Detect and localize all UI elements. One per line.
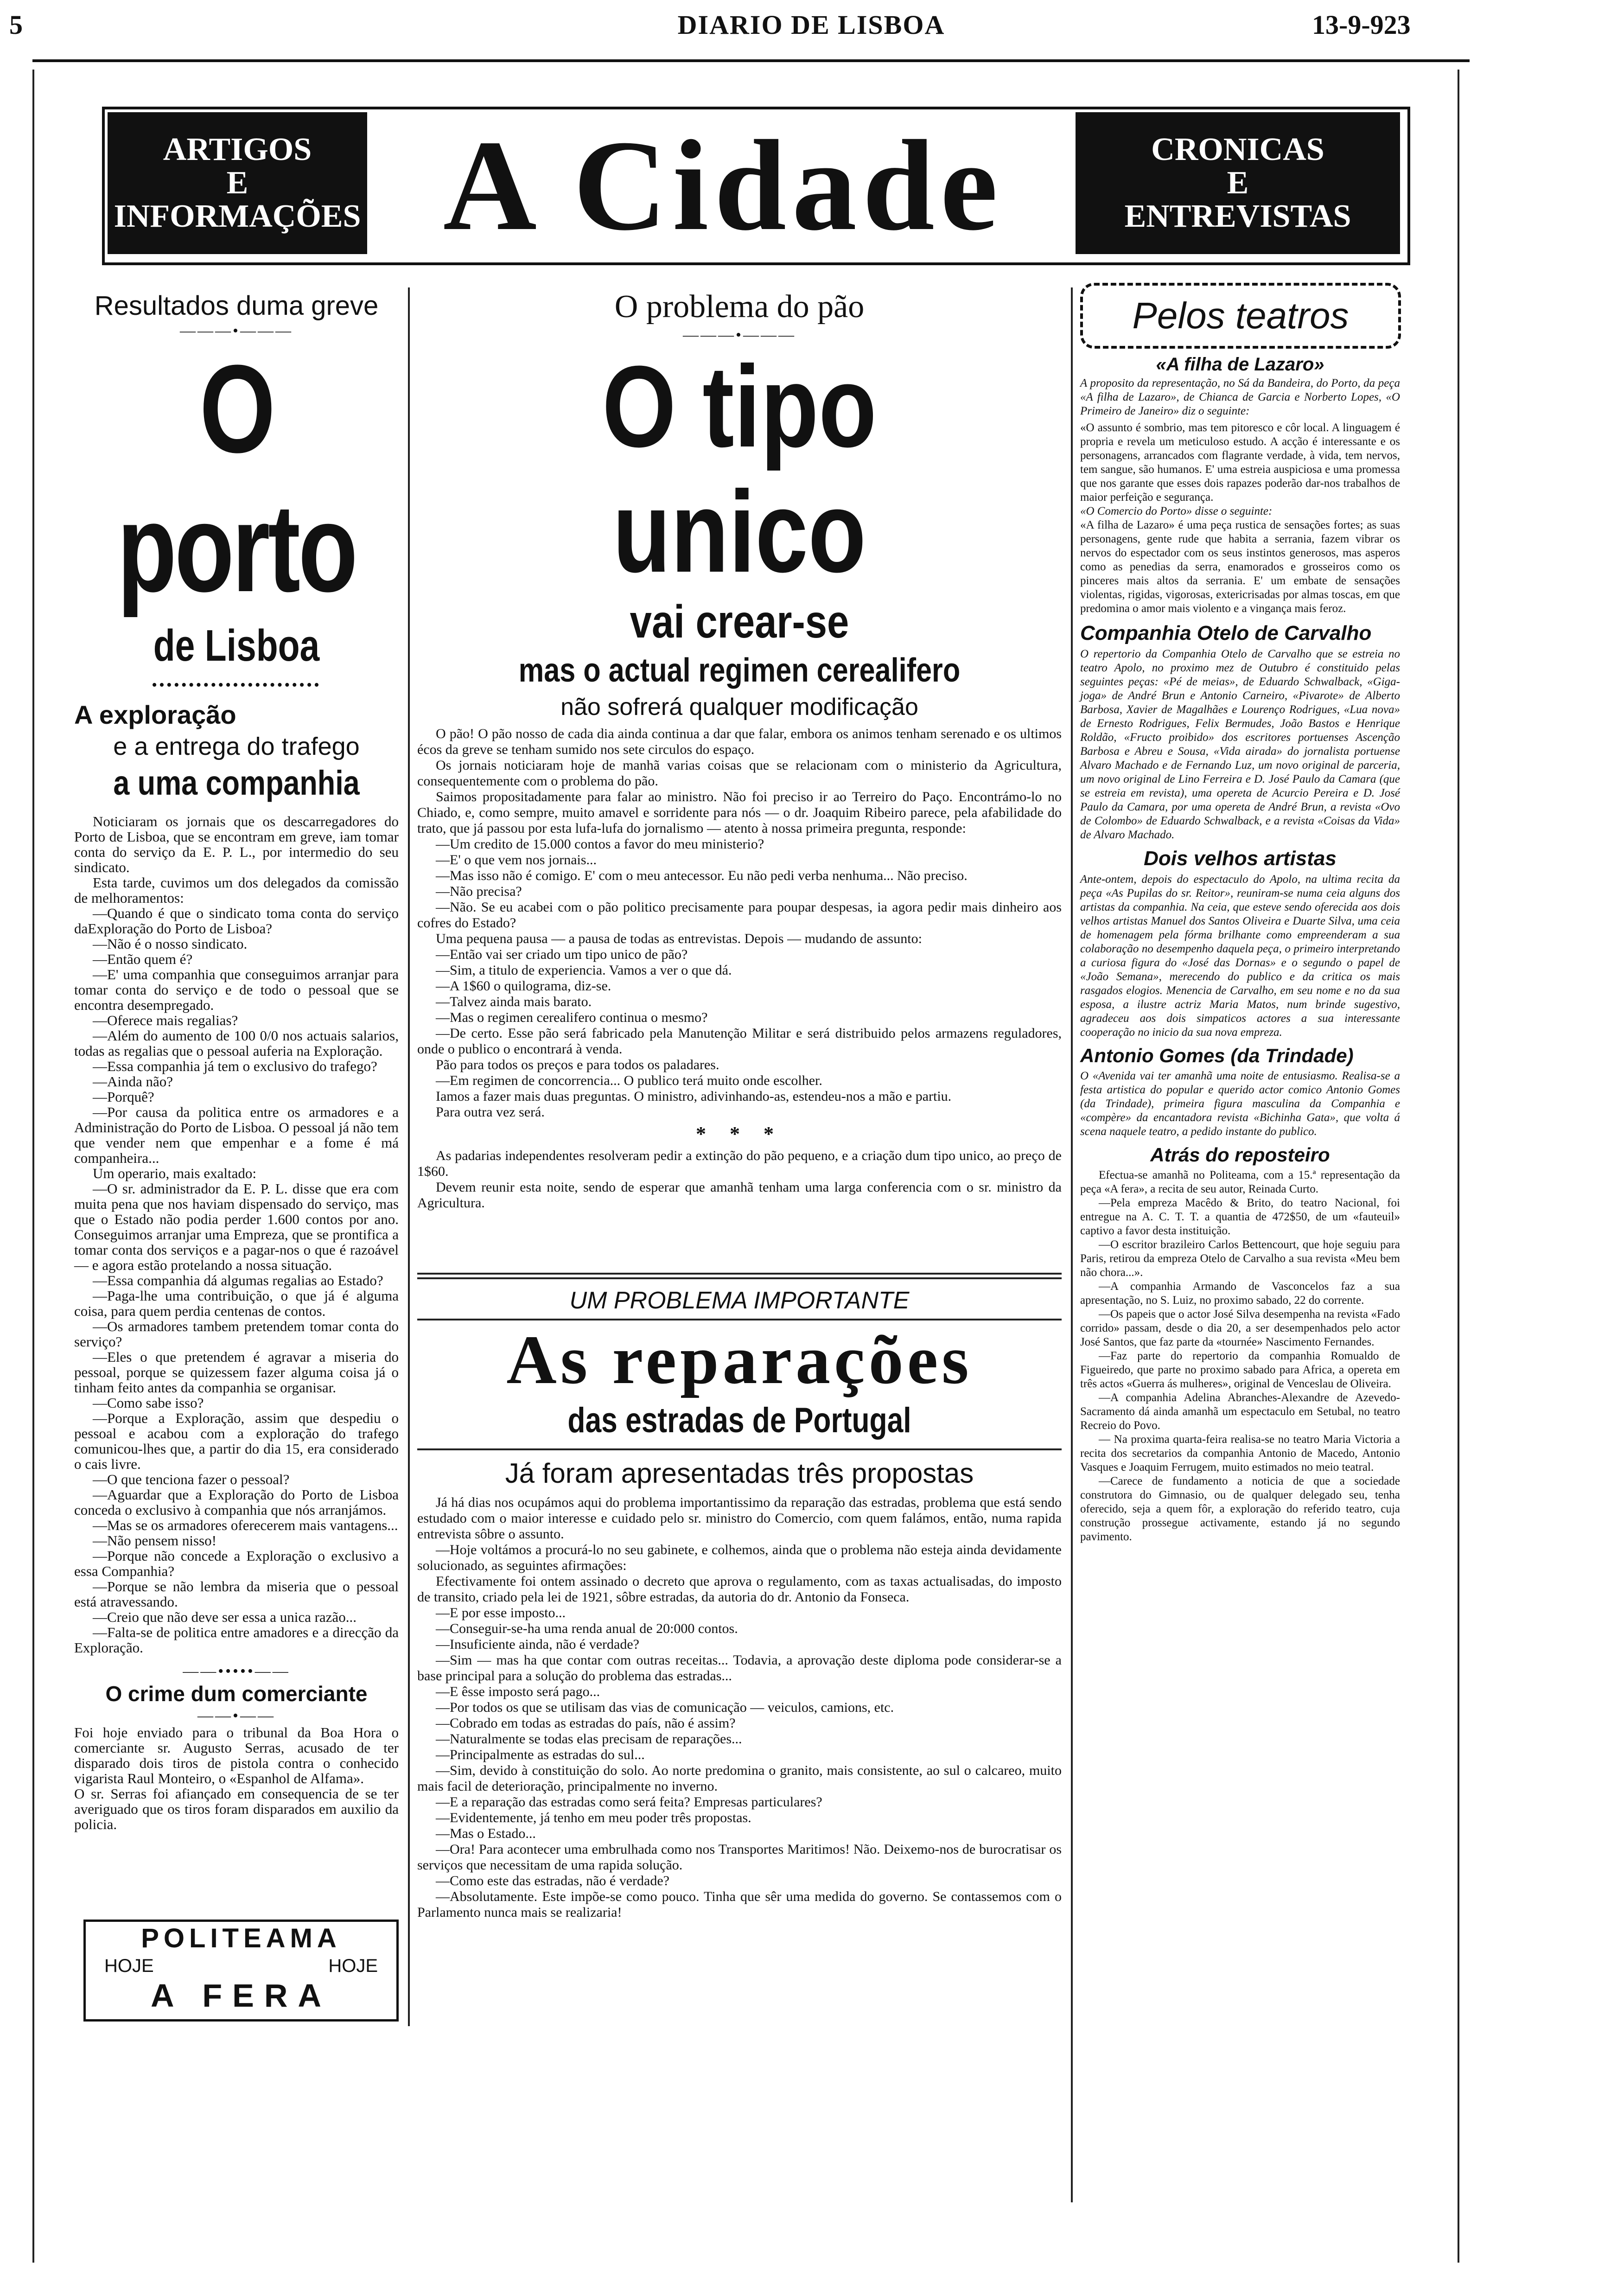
center-body2 — [417, 1148, 1062, 1211]
paragraph: Uma pequena pausa — a pausa de todas as entrevistas. Depois — mudando de assunto: — [436, 931, 922, 946]
paragraph: —Ora! Para acontecer uma embrulhada como nos Transportes Maritimos! Não. Deixemo-nos de burocratisar os serviços que necessitam de uma rapida solução. — [417, 1842, 1062, 1873]
paragraph: —Absolutamente. Este impõe-se como pouco. Tinha que sêr uma medida do governo. Se contassemos com o Parlamento nunca mais se realizaria! — [417, 1889, 1062, 1920]
column-divider — [1071, 287, 1073, 2202]
banner-right-line: CRONICAS — [1151, 132, 1324, 167]
left-headline-big: O porto — [117, 339, 356, 618]
banner-left-line: E — [226, 165, 248, 201]
banner-left-line: INFORMAÇÕES — [114, 198, 361, 234]
left-sub1: A exploração — [74, 700, 236, 729]
paragraph: —Não pensem nisso! — [93, 1532, 216, 1549]
filha-quote2: «O Comercio do Porto» disse o seguinte: — [1080, 505, 1273, 517]
roads-body — [417, 1495, 1062, 1920]
ad-venue: POLITEAMA — [141, 1923, 341, 1953]
paragraph: —Conseguir-se-ha uma renda anual de 20:000 contos. — [436, 1621, 738, 1636]
paragraph: —E' o que vem nos jornais... — [436, 852, 597, 867]
paragraph: —Principalmente as estradas do sul... — [436, 1747, 645, 1762]
paragraph: —Naturalmente se todas elas precisam de reparações... — [436, 1731, 742, 1747]
otelo-title: Companhia Otelo de Carvalho — [1080, 622, 1372, 644]
paragraph: —Evidentemente, já tenho em meu poder três propostas. — [436, 1810, 751, 1825]
issue-date: 13-9-923 — [1312, 10, 1411, 40]
ornament: ———•——— — [180, 322, 293, 339]
page-number: 5 — [9, 10, 23, 40]
paragraph: —Um credito de 15.000 contos a favor do meu ministerio? — [436, 836, 764, 852]
paragraph: —E a reparação das estradas como será feita? Empresas particulares? — [436, 1794, 822, 1810]
paragraph: —Então vai ser criado um tipo unico de pão? — [436, 947, 688, 962]
paragraph: Os jornais noticiaram hoje de manhã varias coisas que se relacionam com o ministerio da Agricultura, consequentemente com o problema do pão. — [417, 758, 1062, 789]
paragraph: —Os papeis que o actor José Silva desempenha na revista «Fado corrido» passam, desde o dia 20, a ser desempenhados pelo actor José Santos, que faz parte da «tournée» Nascimento Fernandes. — [1080, 1308, 1400, 1348]
banner-right-line: E — [1227, 165, 1249, 201]
center-sub3: não sofrerá qualquer modificação — [560, 694, 918, 721]
ad-hoje-row — [86, 1955, 396, 1977]
ad-play: A FERA — [151, 1977, 331, 2014]
left-sub2: e a entrega do trafego — [113, 733, 360, 760]
otelo-body: O repertorio da Companhia Otelo de Carvalho que se estreia no teatro Apolo, no proximo mez de Outubro é constituido pelas seguintes peças: «Pé de meias», de Eduardo Schwalback, «Giga-joga» de André Brun e Antonio Carneiro, «Pivarote» de Alberto Barbosa, Xavier de Magalhães e Lourenço Rodrigues, «Lua nova» de Ernesto Rodrigues, Felix Bermudes, João Bastos e Henrique Roldão, «Fructo proibido» dos escritores portuenses Ascenção Barbosa e Abreu e Sousa, «Vida airada» do jornalista portuense Alvaro Machado e de Fernando Luz, um novo original de parceria, um novo original de Lino Ferreira e D. José Paulo da Camara (que se estreia em revista), uma opereta de Acurcio Pereira e D. José Paulo da Camara, por uma opereta de André Brun, a revista «Ovo de Colombo» de Eduardo Schwalback, e a revista «Coisas da Vida» de Alvaro Machado. — [1080, 648, 1400, 841]
left-headline-sub: de Lisboa — [153, 621, 320, 670]
paragraph: —Mas isso não é comigo. E' com o meu antecessor. Eu não pedi verba nenhuma... Não preciso. — [436, 868, 968, 883]
crime-headline: O crime dum comerciante — [105, 1682, 368, 1706]
banner-right-label — [1076, 112, 1400, 254]
paragraph: —Pela empreza Macêdo & Brito, do teatro Nacional, foi entregue na A. C. T. T. a quantia de 472$50, de um «fauteuil» captivo a favor desta instituição. — [1080, 1197, 1400, 1237]
center-sub2: mas o actual regimen cerealifero — [518, 652, 961, 689]
roads-sub2: Já foram apresentadas três propostas — [505, 1458, 974, 1489]
banner-left-line: ARTIGOS — [163, 132, 312, 167]
paragraph: As padarias independentes resolveram pedir a extinção do pão pequeno, e a criação dum tipo unico, ao preço de 1$60. — [417, 1148, 1062, 1179]
paragraph: O pão! O pão nosso de cada dia ainda continua a dar que falar, embora os animos tenham serenado e os ultimos écos da greve se tenham sumido nos sete circulos do espaço. — [417, 726, 1062, 757]
paragraph: —Não é o nosso sindicato. — [93, 936, 248, 952]
paragraph: —Mas se os armadores oferecerem mais vantagens... — [93, 1517, 398, 1533]
paragraph: —Como este das estradas, não é verdade? — [436, 1873, 669, 1888]
paragraph: —Essa companhia dá algumas regalias ao Estado? — [93, 1272, 383, 1288]
paragraph: —Carece de fundamento a noticia de que a sociedade construtora do Gimnasio, ou de qualquer delegado seu, tenha oferecido, seja a quem fôr, a exploração do referido teatro, cuja construção prossegue activamente, estando já no segundo pavimento. — [1080, 1475, 1400, 1543]
filha-intro: A proposito da representação, no Sá da Bandeira, do Porto, da peça «A filha de Lazaro», de Chianca de Garcia e Norberto Lopes, «O Primeiro de Janeiro» diz o seguinte: — [1080, 377, 1400, 417]
column-divider — [408, 287, 410, 2026]
roads-article — [417, 1284, 1062, 1920]
left-kicker: Resultados duma greve — [94, 291, 379, 321]
paragraph: —Ainda não? — [93, 1073, 173, 1090]
paragraph: Efectivamente foi ontem assinado o decreto que aprova o regulamento, com as taxas actualisadas, do imposto de transito, criado pela lei de 1921, sôbre estradas, da autoria do dr. Antonio da Fonseca. — [417, 1574, 1062, 1605]
teatros-title: Pelos teatros — [1132, 295, 1349, 336]
paragraph: —Mas o regimen cerealifero continua o mesmo? — [436, 1010, 708, 1025]
velhos-body: Ante-ontem, depois do espectaculo do Apolo, na ultima recita da peça «As Pupilas do sr. Reitor», reuniram-se numa ceia alguns dos artistas da companhia. Na ceia, que esteve sendo oferecida aos dois velhos artistas Manuel dos Santos Oliveira e Duarte Silva, uma ceia de homenagem pela fórma brilhante como empreenderam a sua colaboração no desempenho daquela peça, o primeiro interpretando a curiosa figura do «José das Dornas» e o segundo o papel de «João Semana», merecendo do publico e da critica os mais rasgados elogios. Menencia de Carvalho, em seu nome e no da sua esposa, a ilustre actriz Maria Matos, num brinde sugestivo, agradeceu aos dois simpaticos actores a sua interessante cooperação no inicio da sua nova empreza. — [1080, 873, 1400, 1039]
paragraph: —Faz parte do repertorio da companhia Romualdo de Figueiredo, que parte no proximo sabado para Africa, a opereta em três actos «Guerra ás mulheres», original de Venceslau de Oliveira. — [1080, 1350, 1400, 1390]
paragraph: —A companhia Armando de Vasconcelos faz a sua apresentação, no S. Luiz, no proximo sabado, 22 do corrente. — [1080, 1280, 1400, 1307]
paragraph: —Talvez ainda mais barato. — [436, 994, 592, 1009]
banner-left-label — [108, 112, 367, 254]
paragraph: Devem reunir esta noite, sendo de esperar que amanhã tenham uma larga conferencia com o sr. ministro da Agricultura. — [417, 1180, 1062, 1211]
filha-quote3: «A filha de Lazaro» é uma peça rustica de sensações fortes; as suas personagens, gente rude que habita a serrania, fazem vibrar os nervos do espectador com os seus instintos generosos, mas asperos como as penedias da serra, enamorados e grosseiros como os pinceres mais altos da serrania. E' um embate de sensações violentas, rigidas, vigorosas, extericrisadas por almas toscas, em que predomina o amor mais violento e a vingança mais feroz. — [1080, 519, 1400, 615]
filha-subhead: «A filha de Lazaro» — [1156, 354, 1324, 375]
paragraph: Iamos a fazer mais duas preguntas. O ministro, adivinhando-as, estendeu-nos a mão e partiu. — [436, 1089, 952, 1104]
paragraph: —Então quem é? — [93, 951, 193, 967]
ad-hoje-left: HOJE — [104, 1956, 154, 1976]
paragraph: —E por esse imposto... — [436, 1605, 566, 1620]
paragraph: —Hoje voltámos a procurá-lo no seu gabinete, e colhemos, ainda que o problema não esteja ainda devidamente solucionado, as seguintes afirmações: — [417, 1542, 1062, 1573]
paragraph: —Mas o Estado... — [436, 1826, 536, 1841]
paragraph: —Cobrado em todas as estradas do país, não é assim? — [436, 1716, 736, 1731]
paragraph: —Porque não concede a Exploração o exclusivo a essa Companhia? — [74, 1548, 399, 1579]
banner-right-line: ENTREVISTAS — [1124, 198, 1351, 234]
roads-headline: As reparações — [506, 1321, 973, 1398]
paragraph: —Eles o que pretendem é agravar a miseria do pessoal, porque se quizessem fazer alguma coisa já o tinham feito antes da companhia se organisar. — [74, 1349, 399, 1396]
paragraph: —Os armadores tambem pretendem tomar conta do serviço? — [74, 1318, 399, 1350]
left-article — [74, 290, 399, 1832]
right-article — [1080, 352, 1400, 1544]
paragraph: Noticiaram os jornais que os descarregadores do Porto de Lisboa, que se encontram em greve, iam tomar conta do serviço da E. P. L., por intermedio do seu sindicato. — [74, 813, 399, 875]
paragraph: —O sr. administrador da E. P. L. disse que era com muita pena que nos haviam dispensado do serviço, mas que o Estado não podia perder 1.600 contos por ano. Conseguimos arranjar uma Empreza, que se prontifica a tomar conta dos serviços e a pagar-nos o que é razoável — e agora estão protelando a nossa situação. — [74, 1180, 399, 1273]
paragraph: —Porque a Exploração, assim que despediu o pessoal e acabou com a exploração do trafego comunicou-lhes que, a partir do dia 15, era considerado o cais livre. — [74, 1410, 399, 1472]
paragraph: Esta tarde, cuvimos um dos delegados da comissão de melhoramentos: — [74, 874, 399, 906]
paragraph: —A 1$60 o quilograma, diz-se. — [436, 978, 611, 994]
masthead-rule — [32, 59, 1470, 62]
paragraph: —De certo. Esse pão será fabricado pela Manutenção Militar e será distribuido pelos armazens reguladores, onde o publico o encontrará à venda. — [417, 1026, 1062, 1057]
center-sub1: vai crear-se — [630, 596, 849, 648]
paragraph: —Aguardar que a Exploração do Porto de Lisboa conceda o exclusivo à companhia que nós arranjámos. — [74, 1486, 399, 1518]
gomes-title: Antonio Gomes (da Trindade) — [1080, 1045, 1354, 1066]
paragraph: —Falta-se de politica entre amadores e a direcção da Exploração. — [74, 1624, 399, 1656]
velhos-title: Dois velhos artistas — [1144, 847, 1337, 870]
paragraph: —Sim, devido à constituição do solo. Ao norte predomina o granito, mais consistente, ao sul o calcareo, muito mais facil de deterioração, principalmente no inverno. — [417, 1763, 1062, 1794]
paragraph: —A companhia Adelina Abranches-Alexandre de Azevedo-Sacramento dá ainda amanhã um espectaculo em Setubal, no teatro Recreio do Povo. — [1080, 1391, 1400, 1432]
roads-kicker: UM PROBLEMA IMPORTANTE — [569, 1287, 910, 1314]
paragraph: —E' uma companhia que conseguimos arranjar para tomar conta do serviço e de todo o pessoal que se encontra desempregado. — [74, 966, 399, 1013]
ornament: ———•——— — [683, 326, 796, 344]
ornament: ——•—— — [197, 1707, 275, 1724]
paragraph: —E êsse imposto será pago... — [436, 1684, 600, 1699]
rule — [417, 1448, 1062, 1450]
paragraph: —Não. Se eu acabei com o pão politico precisamente para poupar despesas, ia agora pedir mais dinheiro aos cofres do Estado? — [417, 899, 1062, 931]
paragraph: —Oferece mais regalias? — [93, 1012, 238, 1028]
paragraph: Um operario, mais exaltado: — [93, 1165, 256, 1181]
paragraph: Pão para todos os preços e para todos os paladares. — [436, 1057, 719, 1072]
paragraph: —O que tenciona fazer o pessoal? — [93, 1471, 290, 1487]
filha-quote1: «O assunto é sombrio, mas tem pitoresco e côr local. A linguagem é propria e revela um meticuloso estudo. A acção é interessante e os personagens, arrancados com flagrante verdade, à vida, tem nervos, tem sangue, são humanos. E' uma estreia auspiciosa e uma promessa que nos garante que esses dois rapazes poderão dar-nos trabalhos de maior perfeição e segurança. — [1080, 421, 1400, 504]
paragraph: Efectua-se amanhã no Politeama, com a 15.ª representação da peça «A fera», a recita de seu autor, Reinada Curto. — [1080, 1169, 1400, 1195]
paragraph: Saimos propositadamente para falar ao ministro. Não foi preciso ir ao Terreiro do Paço. Encontrámo-lo no Chiado, e, como sempre, muito amavel e sorridente para nós — o dr. Joaquim Ribeiro parece, pela afabilidade do trato, que já passou por esta lufa-lufa do jornalismo — atento à nossa primeira pregunta, responde: — [417, 789, 1062, 836]
politeama-ad — [83, 1920, 399, 2022]
ornament: ——•••••—— — [183, 1663, 290, 1680]
left-body — [74, 814, 399, 1655]
banner-title: A Cidade — [443, 113, 1004, 257]
roads-sub: das estradas de Portugal — [567, 1401, 911, 1440]
left-sub3: a uma companhia — [113, 764, 360, 802]
ornament: ••••••••••••••••••••••• — [152, 676, 321, 694]
paragraph: Já há dias nos ocupámos aqui do problema importantissimo da reparação das estradas, problema que está sendo estudado com o maior interesse e cuidado pelo sr. ministro do Comercio, com quem falámos, então, numa rapida entrevista sôbre o assunto. — [417, 1495, 1062, 1542]
center-body — [417, 726, 1062, 1120]
gomes-body: O «Avenida vai ter amanhã uma noite de entusiasmo. Realisa-se a festa artistica do popular e querido actor comico Antonio Gomes (da Trindade), primeira figura masculina da Companhia e «compère» da encantadora revista «Bichinha Gata», que volta á scena naquele teatro, a pedido instante do publico. — [1080, 1070, 1400, 1138]
center-headline: O tipo unico — [602, 342, 877, 596]
ad-hoje-right: HOJE — [328, 1956, 378, 1976]
teatros-box — [1080, 283, 1401, 349]
newspaper-name: DIARIO DE LISBOA — [677, 10, 945, 40]
section-rule — [417, 1273, 1062, 1279]
paragraph: —Paga-lhe uma contribuição, o que já é alguma coisa, para quem perdia centenas de contos. — [74, 1288, 399, 1319]
crime-body: Foi hoje enviado para o tribunal da Boa Hora o comerciante sr. Augusto Serras, acusado de ter disparado dois tiros de pistola contra o conhecido vigarista Raul Monteiro, o «Espanhol de Alfama». O sr. Serras foi afiançado em consequencia de se ter averiguado que os tiros foram disparados em auxilio da policia. — [74, 1724, 399, 1832]
paragraph: —Sim, a titulo de experiencia. Vamos a ver o que dá. — [436, 963, 732, 978]
center-kicker: O problema do pão — [614, 289, 865, 325]
paragraph: —Insuficiente ainda, não é verdade? — [436, 1637, 639, 1652]
paragraph: Para outra vez será. — [436, 1104, 545, 1120]
reposteiro-body — [1080, 1168, 1400, 1544]
paragraph: —Quando é que o sindicato toma conta do serviço daExploração do Porto de Lisboa? — [74, 905, 399, 937]
paragraph: —Creio que não deve ser essa a unica razão... — [93, 1609, 357, 1625]
paragraph: —Não precisa? — [436, 884, 522, 899]
paragraph: —Porquê? — [93, 1089, 154, 1105]
paragraph: — Na proxima quarta-feira realisa-se no teatro Maria Victoria a recita dos secretarios da companhia Antonio de Macedo, Antonio Vasques e Joaquim Ferrugem, muito estimados no meio teatral. — [1080, 1433, 1400, 1473]
paragraph: —Sim — mas ha que contar com outras receitas... Todavia, a aprovação deste diploma pode considerar-se a base principal para a solução do problema das estradas... — [417, 1652, 1062, 1684]
paragraph: —Essa companhia já tem o exclusivo do trafego? — [93, 1058, 377, 1074]
paragraph: —Porque se não lembra da miseria que o pessoal está atravessando. — [74, 1578, 399, 1610]
paragraph: —O escritor brazileiro Carlos Bettencourt, que hoje seguiu para Paris, retirou da empreza Otelo de Carvalho a sua revista «Meu bem não chora...». — [1080, 1238, 1400, 1279]
reposteiro-title: Atrás do reposteiro — [1150, 1144, 1330, 1166]
paragraph: —Como sabe isso? — [93, 1395, 204, 1411]
section-stars: * * * — [696, 1122, 783, 1145]
paragraph: —Por causa da politica entre os armadores e a Administração do Porto de Lisboa. O pessoal já não tem que vender nem que empenhar e a fome é má companheira... — [74, 1104, 399, 1166]
paragraph: —Em regimen de concorrencia... O publico terá muito onde escolher. — [436, 1073, 822, 1088]
paragraph: —Por todos os que se utilisam das vias de comunicação — veiculos, camions, etc. — [436, 1700, 894, 1715]
center-article — [417, 287, 1062, 1211]
paragraph: —Além do aumento de 100 0/0 nos actuais salarios, todas as regalias que o pessoal auferia na Exploração. — [74, 1027, 399, 1059]
